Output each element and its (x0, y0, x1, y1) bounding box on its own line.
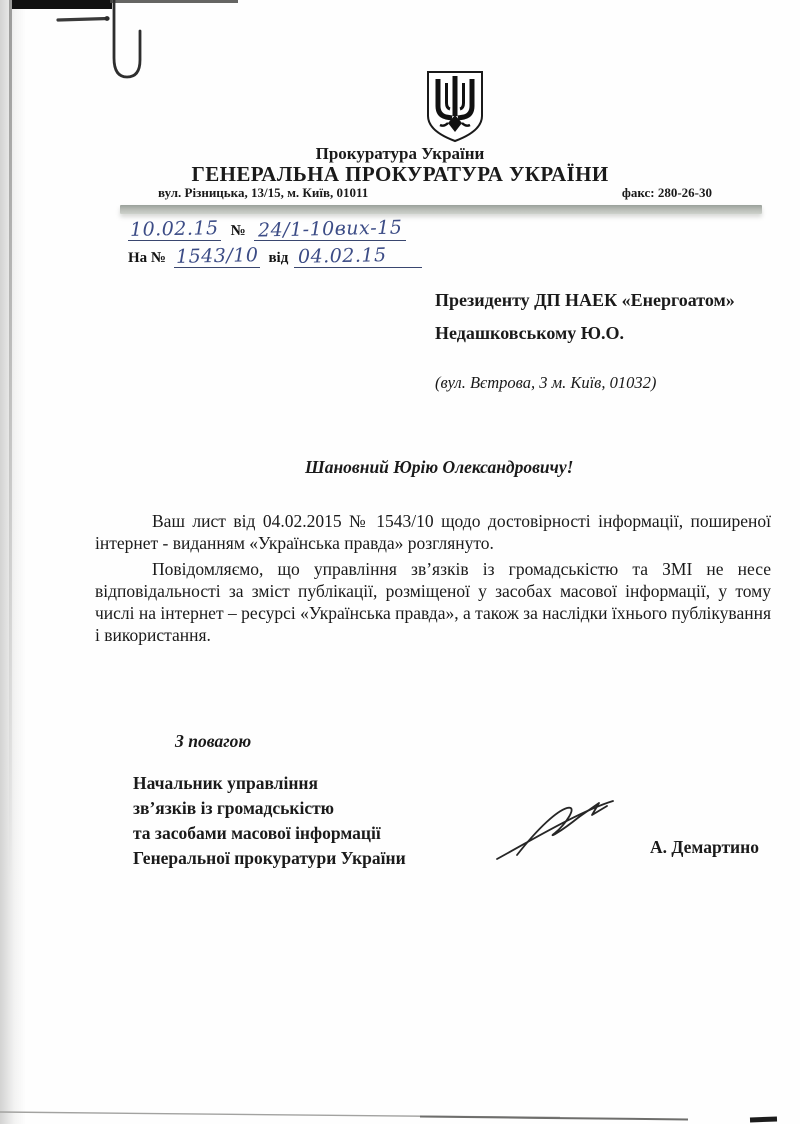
letterhead-address-row (158, 185, 712, 201)
body-paragraph-2: Повідомляємо, що управління зв’язків із громадськістю та ЗМІ не несе відповідальності за зміст публікації, розміщеної у засобах масової інформації, у тому числі на інтернет – ресурсі «Українська правда», а також за наслідки їхнього публікування і використання. (95, 559, 771, 645)
scan-edge-line (9, 0, 12, 880)
body-paragraph-1: Ваш лист від 04.02.2015 № 1543/10 щодо достовірності інформації, поширеної інтернет - виданням «Українська правда» розглянуто. (95, 511, 771, 553)
valediction: З повагою (175, 731, 252, 751)
signer-title-line: та засобами масової інформації (133, 823, 381, 843)
reference-line-incoming (128, 244, 422, 274)
org-name-small: Прокуратура України (315, 144, 485, 163)
signer-title-line: Генеральної прокуратури України (133, 848, 406, 868)
paperclip-icon (10, 0, 170, 90)
letter-body (95, 510, 771, 650)
from-label: від (268, 250, 289, 266)
outgoing-date-handwritten: 10.02.15 (129, 217, 219, 241)
letterhead-fax: факс: 280-26-30 (621, 185, 712, 200)
signer-name: А. Демартино (650, 837, 759, 857)
addressee-name: Недашковському Ю.О. (435, 323, 625, 343)
org-name-main: ГЕНЕРАЛЬНА ПРОКУРАТУРА УКРАЇНИ (191, 162, 609, 186)
salutation: Шановний Юрію Олександровичу! (305, 457, 574, 477)
reply-label: На № (128, 250, 166, 266)
addressee-block (435, 284, 735, 350)
reference-block (128, 216, 422, 274)
outgoing-number-handwritten: 24/1-10вих-15 (254, 220, 406, 241)
scan-bottom-mark (750, 1117, 777, 1123)
addressee-address-note: (вул. Вєтрова, 3 м. Київ, 01032) (435, 373, 657, 392)
number-label: № (230, 223, 246, 239)
scan-bottom-line (0, 1104, 800, 1124)
incoming-number-handwritten: 1543/10 (175, 244, 259, 268)
incoming-date-handwritten: 04.02.15 (294, 247, 422, 268)
letterhead-street-address: вул. Різницька, 13/15, м. Київ, 01011 (158, 185, 369, 200)
signer-title-line: Начальник управління (133, 773, 318, 793)
ukraine-trident-emblem-icon (419, 70, 491, 144)
signer-title-block (133, 771, 406, 871)
handwritten-signature-icon (495, 793, 645, 865)
reference-line-outgoing (128, 216, 422, 247)
addressee-position: Президенту ДП НАЕК «Енергоатом» (435, 290, 735, 310)
signer-title-line: зв’язків із громадськістю (133, 798, 335, 818)
letterhead-divider (120, 205, 762, 214)
